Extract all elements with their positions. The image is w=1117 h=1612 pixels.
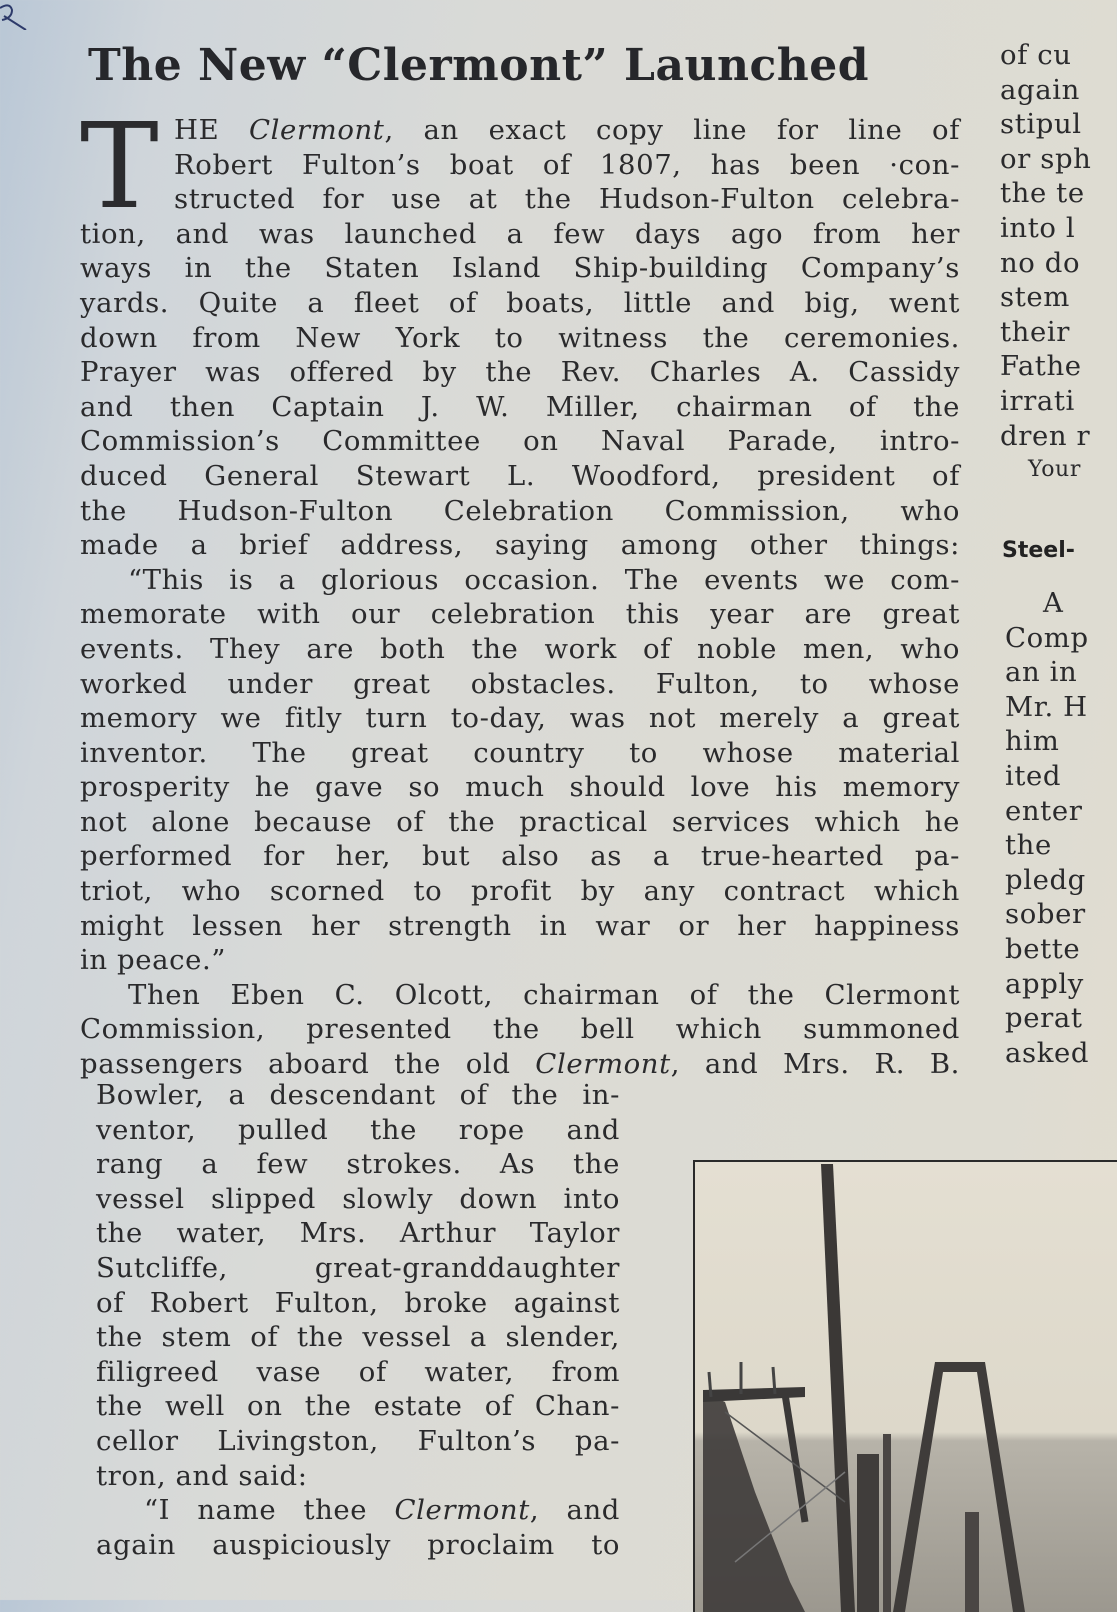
text-line: in peace.” (80, 944, 226, 977)
text-line: prosperity he gave so much should love his memory (80, 771, 960, 804)
drop-cap: T (80, 97, 160, 235)
text-line: made a brief address, saying among other things: (80, 529, 960, 562)
text-line: Comp (1005, 621, 1089, 654)
adjacent-subhead: Steel- (1002, 538, 1075, 563)
text-line: ways in the Staten Island Ship-building Company’s (80, 252, 960, 285)
text-line: tion, and was launched a few days ago from her (80, 217, 960, 250)
text-line: or sph (1000, 142, 1092, 175)
text-line: cellor Livingston, Fulton’s pa- (96, 1424, 620, 1457)
text-line: again (1000, 73, 1080, 106)
quote-paragraph (80, 563, 960, 978)
text-line: of cu (1000, 39, 1072, 71)
text-line: dren r (1000, 419, 1091, 452)
text-line: structed for use at the Hudson-Fulton celebra- (174, 183, 960, 216)
text-line: into l (1000, 211, 1076, 244)
text-line: not alone because of the practical services which he (80, 805, 960, 838)
text-line: A (1043, 587, 1064, 619)
text-line: Mr. H (1005, 690, 1088, 723)
text-line: Then Eben C. Olcott, chairman of the Clermont (128, 978, 960, 1011)
text-line: the stem of the vessel a slender, (96, 1321, 620, 1354)
text-line: no do (1000, 246, 1081, 279)
text-line: and then Captain J. W. Miller, chairman of the (80, 390, 960, 423)
paragraph-3 (80, 978, 960, 1082)
text-line: “I name thee Clermont, and (144, 1494, 620, 1527)
text-line: asked (1005, 1036, 1090, 1069)
text-line: events. They are both the work of noble men, who (80, 632, 960, 665)
text-line: Robert Fulton’s boat of 1807, has been ·con- (174, 148, 960, 181)
text-line: passengers aboard the old Clermont, and Mrs. R. B. (80, 1048, 961, 1081)
text-line: tron, and said: (96, 1459, 308, 1492)
text-line: performed for her, but also as a true-hearted pa- (80, 840, 960, 873)
text-line: an in (1005, 656, 1078, 689)
text-line: down from New York to witness the ceremonies. (80, 321, 960, 354)
text-line: the Hudson-Fulton Celebration Commission, who (80, 494, 960, 527)
signature: Your (1028, 457, 1081, 483)
text-line: might lessen her strength in war or her happiness (80, 909, 960, 942)
text-line: HE Clermont, an exact copy line for line of (174, 114, 960, 146)
pen-mark-icon (0, 0, 30, 30)
text-line: Commission’s Committee on Naval Parade, intro- (80, 425, 960, 458)
text-line: enter (1005, 794, 1083, 827)
text-line: triot, who scorned to profit by any contract which (80, 875, 960, 908)
ship-photo (693, 1160, 1117, 1612)
text-line: inventor. The great country to whose material (80, 736, 960, 769)
text-line: him (1005, 725, 1060, 758)
text-line: stipul (1000, 108, 1082, 141)
text-line: memory we fitly turn to-day, was not merely a great (80, 702, 960, 735)
text-line: worked under great obstacles. Fulton, to whose (80, 667, 960, 700)
adjacent-column-top (1000, 38, 1117, 488)
text-line: of Robert Fulton, broke against (96, 1286, 620, 1319)
text-line: stem (1000, 281, 1070, 314)
text-line: ited (1005, 759, 1062, 792)
text-line: vessel slipped slowly down into (96, 1182, 620, 1215)
text-line: the well on the estate of Chan- (96, 1390, 620, 1423)
text-line: rang a few strokes. As the (96, 1148, 620, 1181)
text-line: Prayer was offered by the Rev. Charles A. Cassidy (80, 356, 960, 389)
adjacent-column-bottom (1005, 586, 1117, 1070)
text-line: Fathe (1000, 350, 1082, 383)
text-line: Commission, presented the bell which summoned (80, 1013, 960, 1046)
text-line: the (1005, 829, 1052, 862)
text-line: ventor, pulled the rope and (96, 1113, 620, 1146)
text-line: sober (1005, 898, 1086, 931)
text-line: duced General Stewart L. Woodford, president of (80, 459, 960, 492)
text-line: memorate with our celebration this year are great (80, 598, 960, 631)
ship-rigging-illustration (695, 1162, 1117, 1612)
main-column (80, 97, 961, 1082)
text-line: pledg (1005, 863, 1086, 896)
text-line: perat (1005, 1002, 1083, 1035)
text-line: “This is a glorious occasion. The events we com- (128, 563, 960, 596)
text-line: the te (1000, 177, 1085, 210)
text-line: their (1000, 315, 1070, 348)
text-line: apply (1005, 967, 1084, 1000)
text-line: bette (1005, 932, 1081, 965)
text-line: irrati (1000, 384, 1075, 417)
paragraph-1 (80, 97, 960, 563)
text-line: Sutcliffe, great-granddaughter (96, 1251, 620, 1284)
text-line: Bowler, a descendant of the in- (96, 1079, 620, 1111)
text-line: the water, Mrs. Arthur Taylor (96, 1217, 620, 1250)
text-line: again auspiciously proclaim to (96, 1528, 620, 1561)
text-line: filigreed vase of water, from (96, 1355, 620, 1388)
narrow-column (96, 1078, 620, 1562)
article-headline: The New “Clermont” Launched (88, 40, 869, 91)
text-line: yards. Quite a fleet of boats, little and big, went (80, 286, 960, 319)
